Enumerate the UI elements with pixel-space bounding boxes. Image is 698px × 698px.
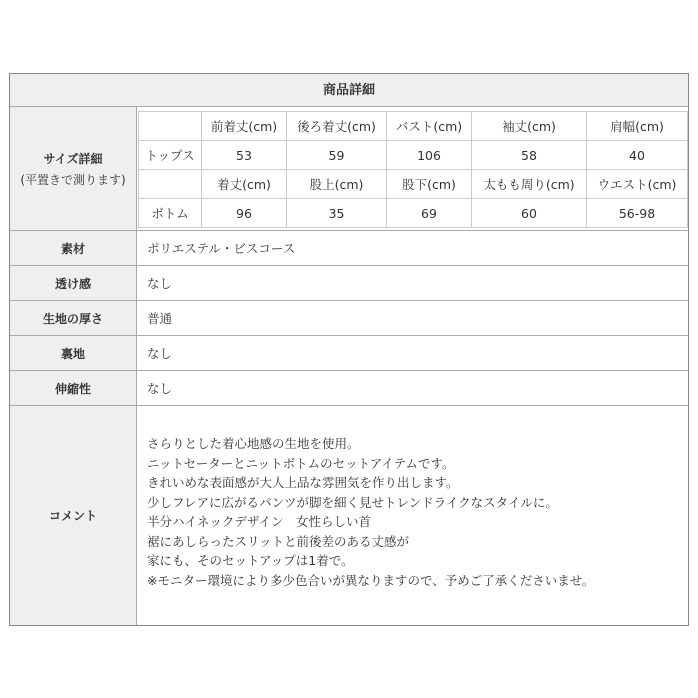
table-title: 商品詳細 [10,74,688,107]
size-table [138,111,688,228]
comment-line: 半分ハイネックデザイン 女性らしい首 [147,514,372,529]
size-sublabel: (平置きで測ります) [20,172,126,187]
header-cell: 袖丈(cm) [472,112,587,141]
header-cell: 前着丈(cm) [202,112,287,141]
row-label: 生地の厚さ [10,301,137,335]
row-value: なし [147,276,173,291]
row-label: 伸縮性 [10,371,137,405]
comment-line: さらりとした着心地感の生地を使用。 [147,436,360,451]
header-cell: 股上(cm) [287,170,387,199]
header-cell: バスト(cm) [387,112,472,141]
comment-line: 家にも、そのセットアップは1着で。 [147,553,354,568]
row-value: 普通 [147,311,173,326]
value-cell: 35 [287,199,387,228]
thickness-row [10,301,688,336]
lining-row [10,336,688,371]
value-cell: 53 [202,141,287,170]
row-name: ボトム [139,199,202,228]
value-cell: 106 [387,141,472,170]
bottoms-header-row [139,170,688,199]
header-cell: 肩幅(cm) [587,112,688,141]
comment-line: 少しフレアに広がるパンツが脚を細く見せトレンドライクなスタイルに。 [147,494,558,510]
header-cell: 太もも周り(cm) [472,170,587,199]
header-cell: 着丈(cm) [202,170,287,199]
header-cell: 股下(cm) [387,170,472,199]
header-cell: 後ろ着丈(cm) [287,112,387,141]
value-cell: 60 [472,199,587,228]
stretch-row [10,371,688,406]
bottoms-value-row [139,199,688,228]
tops-header-row [139,112,688,141]
value-cell: 58 [472,141,587,170]
row-label: 素材 [10,231,137,265]
row-value: なし [147,381,173,396]
row-value: ポリエステル・ビスコース [147,241,296,256]
size-label: サイズ詳細 [43,151,103,166]
tops-value-row [139,141,688,170]
value-cell: 56-98 [587,199,688,228]
row-value: なし [147,346,173,361]
header-cell: ウエスト(cm) [587,170,688,199]
value-cell: 96 [202,199,287,228]
value-cell: 40 [587,141,688,170]
value-cell: 69 [387,199,472,228]
size-label-cell [10,107,137,230]
comment-line: 裾にあしらったスリットと前後差のある丈感が [147,533,410,549]
row-name: トップス [139,141,202,170]
row-label: 裏地 [10,336,137,370]
size-row [10,107,688,231]
material-row [10,231,688,266]
comment-line: ニットセーターとニットボトムのセットアイテムです。 [147,455,455,471]
row-label: コメント [10,406,137,625]
transparency-row [10,266,688,301]
product-details-table [9,73,689,626]
comment-text [147,434,594,590]
value-cell: 59 [287,141,387,170]
comment-row [10,406,688,625]
comment-line: きれいめな表面感が大人上品な雰囲気を作り出します。 [147,475,459,490]
row-label: 透け感 [10,266,137,300]
comment-line: ※モニター環境により多少色合いが異なりますので、予めご了承くださいませ。 [147,572,595,588]
